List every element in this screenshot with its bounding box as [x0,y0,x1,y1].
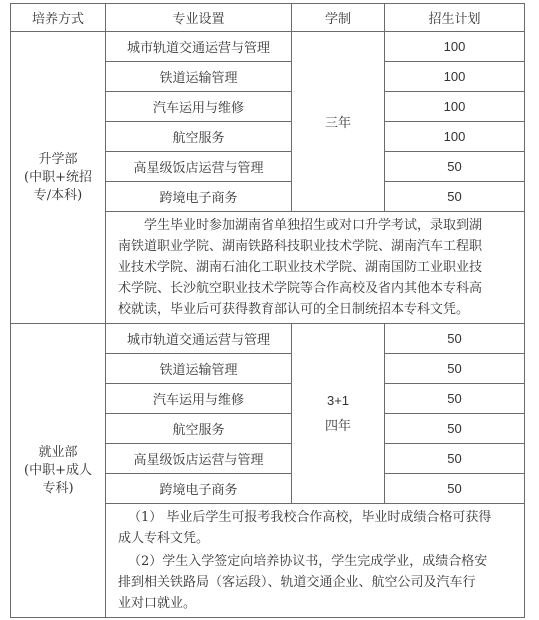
major-cell: 跨境电子商务 [106,474,292,504]
mode-cell-employment [11,324,106,618]
plan-cell: 50 [385,444,525,474]
plan-cell: 100 [385,122,525,152]
plan-cell: 50 [385,474,525,504]
major-cell: 航空服务 [106,122,292,152]
major-cell: 城市轨道交通运营与管理 [106,324,292,354]
header-mode: 培养方式 [11,4,106,32]
plan-cell: 50 [385,354,525,384]
major-cell: 汽车运用与维修 [106,384,292,414]
mode-label: 升学部 (中职+统招 专/本科) [24,151,92,203]
enrollment-plan-table [10,3,525,618]
plan-cell: 100 [385,32,525,62]
table-row [11,32,525,62]
employment-note: （1） 毕业后学生可报考我校合作高校，毕业时成绩合格可获得 成人专科文凭。 （2）学生入学签定向培养协议书，学生完成学业，成绩合格安 排到相关铁路局（客运段）、轨道交通企业、航空公司及汽车行 业对口就业。 [106,504,525,618]
upgrade-note: 学生毕业时参加湖南省单独招生或对口升学考试，录取到湖 南铁道职业学院、湖南铁路科技职业技术学院、湖南汽车工程职 业技术学院、湖南石油化工职业技术学院、湖南国防工业职业技 术学院、长沙航空职业技术学院等合作高校及省内其他本专科高 校就读，毕业后可获得教育部认可的全日制统招本专科文凭。 [106,212,525,324]
plan-cell: 100 [385,92,525,122]
major-cell: 铁道运输管理 [106,354,292,384]
header-row [11,4,525,32]
table-row [11,324,525,354]
plan-cell: 50 [385,182,525,212]
plan-cell: 100 [385,62,525,92]
header-duration: 学制 [292,4,385,32]
major-cell: 跨境电子商务 [106,182,292,212]
header-plan: 招生计划 [385,4,525,32]
major-cell: 航空服务 [106,414,292,444]
duration-cell: 3+1 四年 [292,324,385,504]
major-cell: 铁道运输管理 [106,62,292,92]
plan-cell: 50 [385,414,525,444]
major-cell: 汽车运用与维修 [106,92,292,122]
header-major: 专业设置 [106,4,292,32]
plan-cell: 50 [385,152,525,182]
major-cell: 高星级饭店运营与管理 [106,444,292,474]
major-cell: 高星级饭店运营与管理 [106,152,292,182]
mode-label: 就业部 (中职+成人 专科) [24,444,92,496]
mode-cell-upgrade [11,32,106,324]
plan-cell: 50 [385,324,525,354]
plan-cell: 50 [385,384,525,414]
duration-cell: 三年 [292,32,385,212]
major-cell: 城市轨道交通运营与管理 [106,32,292,62]
